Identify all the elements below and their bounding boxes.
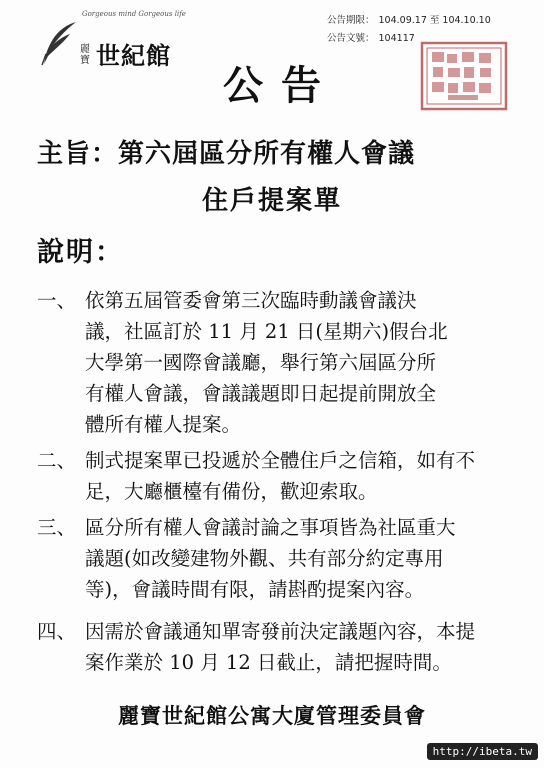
item-line: 依第五屆管委會第三次臨時動議會議決 (85, 289, 417, 312)
item-line: 因需於會議通知單寄發前決定議題內容，本提 (85, 620, 476, 643)
item-number: 四、 (37, 620, 77, 643)
item-text (85, 512, 512, 605)
explanation-heading: 說明： (37, 237, 124, 268)
logo-tagline: Gorgeous mind Gorgeous life (82, 10, 186, 18)
notice-period-row (327, 12, 491, 30)
logo-sub-text: 麗寶 (80, 44, 90, 66)
item-text (85, 285, 512, 440)
item-line: 議題(如改變建物外觀、共有部分約定專用 (85, 547, 444, 570)
source-watermark: http://ibeta.tw (427, 743, 538, 760)
item-number: 一、 (37, 289, 77, 312)
notice-number-value: 104117 (378, 33, 415, 44)
item-line: 有權人會議，會議議題即日起提前開放全 (85, 382, 437, 405)
item-line: 區分所有權人會議討論之事項皆為社區重大 (85, 516, 456, 539)
notice-title: 公告 (223, 63, 339, 109)
subject-line-2: 住戶提案單 (201, 186, 342, 216)
item-line: 議，社區訂於 11 月 21 日(星期六)假台北 (85, 320, 448, 343)
item-line: 體所有權人提案。 (85, 413, 242, 436)
logo-main-text: 世紀館 (96, 41, 171, 70)
item-line: 制式提案單已投遞於全體住戶之信箱，如有不 (85, 449, 476, 472)
notice-period-label: 公告期限： (327, 15, 375, 26)
notice-period-value: 104.09.17 至 104.10.10 (378, 15, 491, 26)
issuer-signature: 麗寶世紀館公寓大廈管理委員會 (118, 703, 426, 728)
item-line: 大學第一國際會議廳，舉行第六屆區分所 (85, 351, 437, 374)
notice-number-label: 公告文號： (327, 33, 375, 44)
item-line: 等)，會議時間有限，請斟酌提案內容。 (85, 578, 425, 601)
item-line: 足，大廳櫃檯有備份，歡迎索取。 (85, 480, 378, 503)
item-text (85, 616, 512, 678)
item-text (85, 445, 512, 507)
item-line: 案作業於 10 月 12 日截止，請把握時間。 (85, 651, 452, 674)
subject-line-1: 主旨：第六屆區分所有權人會議 (37, 139, 416, 169)
item-number: 三、 (37, 516, 77, 539)
item-number: 二、 (37, 449, 77, 472)
